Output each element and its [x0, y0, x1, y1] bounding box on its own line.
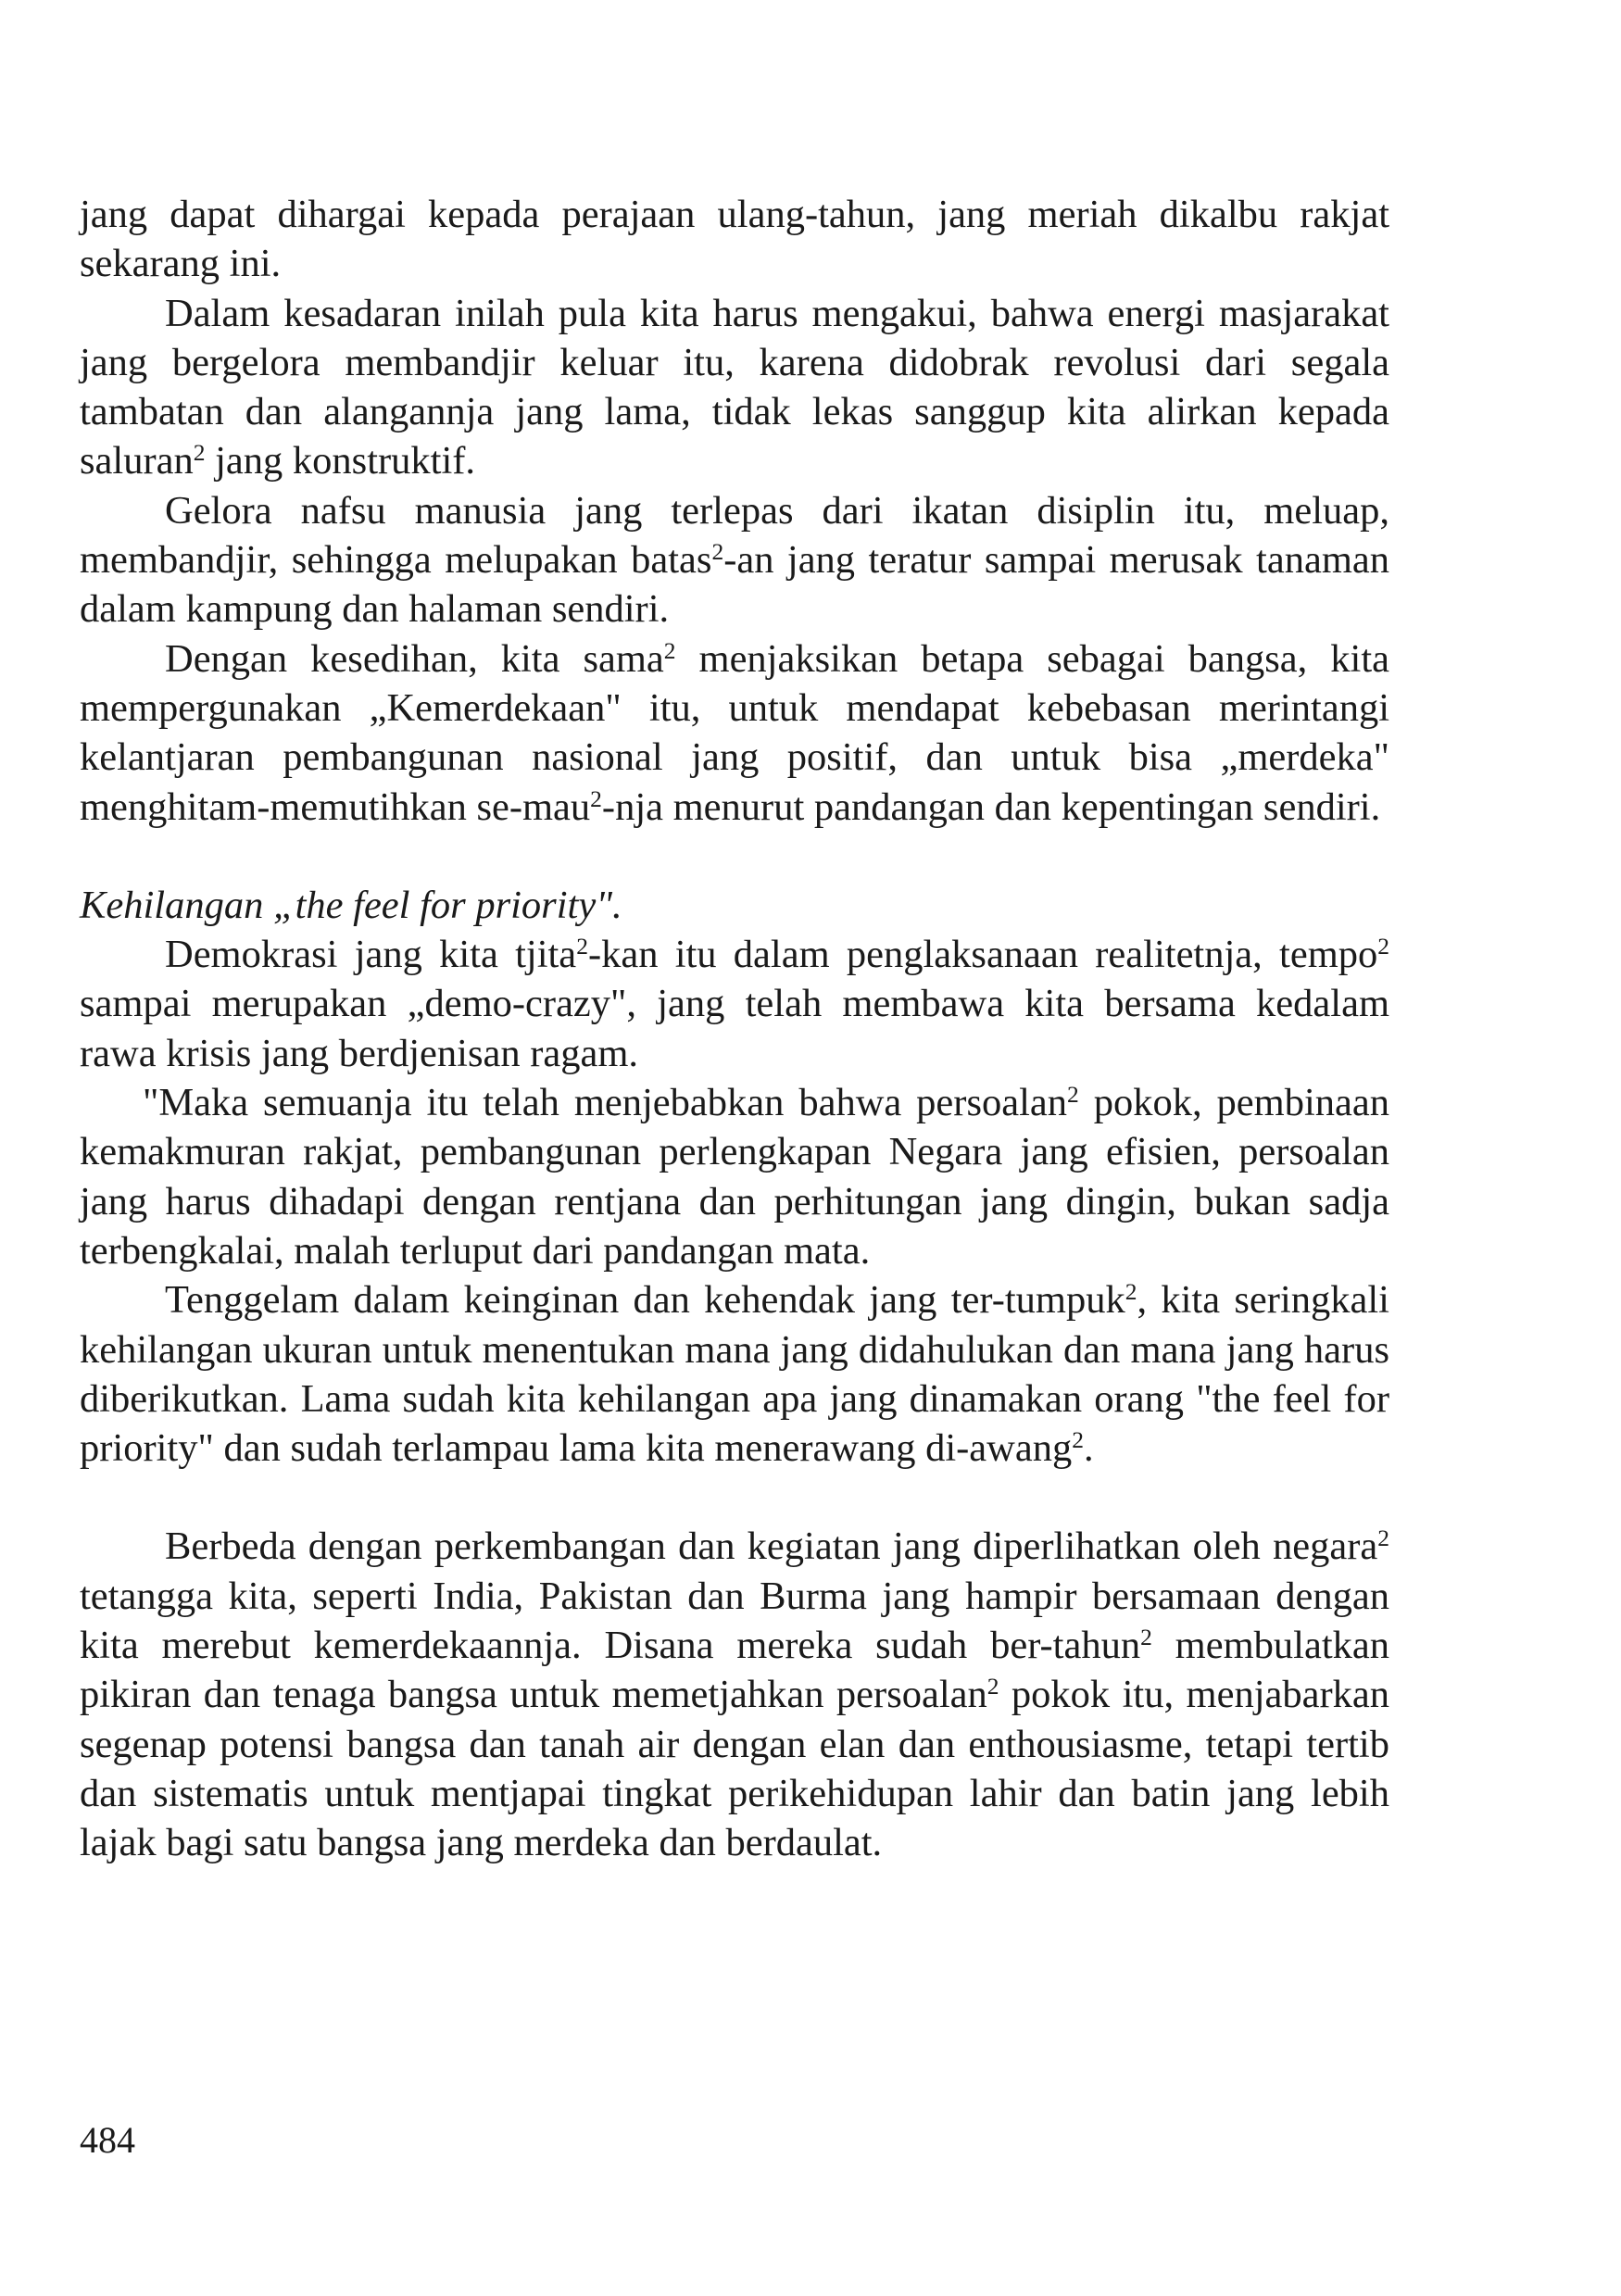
text-run: membulatkan pikiran dan tenaga bangsa untuk memetjahkan persoalan [80, 1624, 1389, 1717]
superscript-repeat-mark: 2 [711, 538, 724, 566]
paragraph-p3 [80, 486, 1389, 634]
text-run: Dalam kesadaran inilah pula kita harus mengakui, bahwa energi masjarakat jang bergelora membandjir keluar itu, karena didobrak revolusi dari segala tambatan dan alangannja jang lama, tidak lekas sanggup kita alirkan kepada saluran [80, 291, 1389, 483]
paragraph-group-bottom [80, 930, 1389, 1867]
superscript-repeat-mark: 2 [663, 636, 676, 664]
text-run: Demokrasi jang kita tjita [165, 933, 577, 977]
text-run: tetangga kita, seperti India, Pakistan dan Burma jang hampir bersamaan dengan kita merebut kemerdekaannja. Disana mereka sudah ber-tahun [80, 1574, 1389, 1668]
text-run: Gelora nafsu manusia jang terlepas dari ikatan disiplin itu, meluap, membandjir, sehingga melupakan batas [80, 488, 1389, 583]
text-run: Tenggelam dalam keinginan dan kehendak jang ter-tumpuk [165, 1278, 1125, 1323]
superscript-repeat-mark: 2 [1377, 1524, 1389, 1552]
text-run: menjaksikan betapa sebagai bangsa, kita mempergunakan „Kemerdekaan" itu, untuk mendapat kebebasan merintangi kelantjaran pembangunan nasional jang positif, dan untuk bisa „merdeka" menghitam-memutihkan se-mau [80, 636, 1389, 829]
paragraph-p2 [80, 289, 1389, 486]
paragraph-p8 [80, 1522, 1389, 1867]
text-run: -kan itu dalam penglaksanaan realitetnja, tempo [587, 933, 1378, 977]
text-run: pokok, pembinaan kemakmuran rakjat, pembangunan perlengkapan Negara jang efisien, persoalan jang harus dihadapi dengan rentjana dan perhitungan jang dingin, bukan sadja terbengkalai, malah terluput dari pandangan mata. [80, 1081, 1389, 1273]
book-page-body [80, 190, 1389, 1868]
paragraph-group-top [80, 190, 1389, 832]
paragraph-p5 [80, 930, 1389, 1078]
text-run: jang konstruktif. [205, 439, 476, 483]
text-run: . [1083, 1426, 1094, 1471]
text-run: -nja menurut pandangan dan kepentingan sendiri. [601, 784, 1381, 829]
text-run: "Maka semuanja itu telah menjebabkan bahwa persoalan [143, 1081, 1068, 1125]
page-number: 484 [80, 2119, 135, 2161]
section-heading: Kehilangan „the feel for priority". [80, 883, 622, 927]
paragraph-p4 [80, 634, 1389, 832]
superscript-repeat-mark: 2 [986, 1673, 999, 1700]
text-run: , kita seringkali kehilangan ukuran untuk menentukan mana jang didahulukan dan mana jang harus diberikutkan. Lama sudah kita kehilangan apa jang dinamakan orang "the feel for priority" dan sudah terlampau lama kita menerawang di-awang [80, 1278, 1389, 1471]
text-run: pokok itu, menjabarkan segenap potensi bangsa dan tanah air dengan elan dan enthousiasme, tetapi tertib dan sistematis untuk mentjapai tingkat perikehidupan lahir dan batin jang lebih lajak bagi satu bangsa jang merdeka dan berdaulat. [80, 1673, 1389, 1865]
superscript-repeat-mark: 2 [1067, 1081, 1079, 1109]
paragraph-p1 [80, 190, 1389, 289]
superscript-repeat-mark: 2 [576, 933, 588, 960]
text-run: -an jang teratur sampai merusak tanaman dalam kampung dan halaman sendiri. [80, 538, 1389, 632]
superscript-repeat-mark: 2 [1140, 1624, 1152, 1650]
superscript-repeat-mark: 2 [590, 784, 602, 812]
paragraph-p7 [80, 1275, 1389, 1473]
text-run: sampai merupakan „demo-crazy", jang telah membawa kita bersama kedalam rawa krisis jang berdjenisan ragam. [80, 982, 1389, 1075]
text-run: Berbeda dengan perkembangan dan kegiatan jang diperlihatkan oleh negara [165, 1524, 1378, 1569]
superscript-repeat-mark: 2 [1125, 1278, 1137, 1306]
text-run: jang dapat dihargai kepada perajaan ulang-tahun, jang meriah dikalbu rakjat sekarang ini. [80, 193, 1389, 286]
superscript-repeat-mark: 2 [1377, 933, 1389, 960]
superscript-repeat-mark: 2 [193, 439, 206, 467]
text-run: Dengan kesedihan, kita sama [165, 636, 664, 681]
paragraph-p6 [80, 1078, 1389, 1275]
superscript-repeat-mark: 2 [1072, 1426, 1084, 1454]
